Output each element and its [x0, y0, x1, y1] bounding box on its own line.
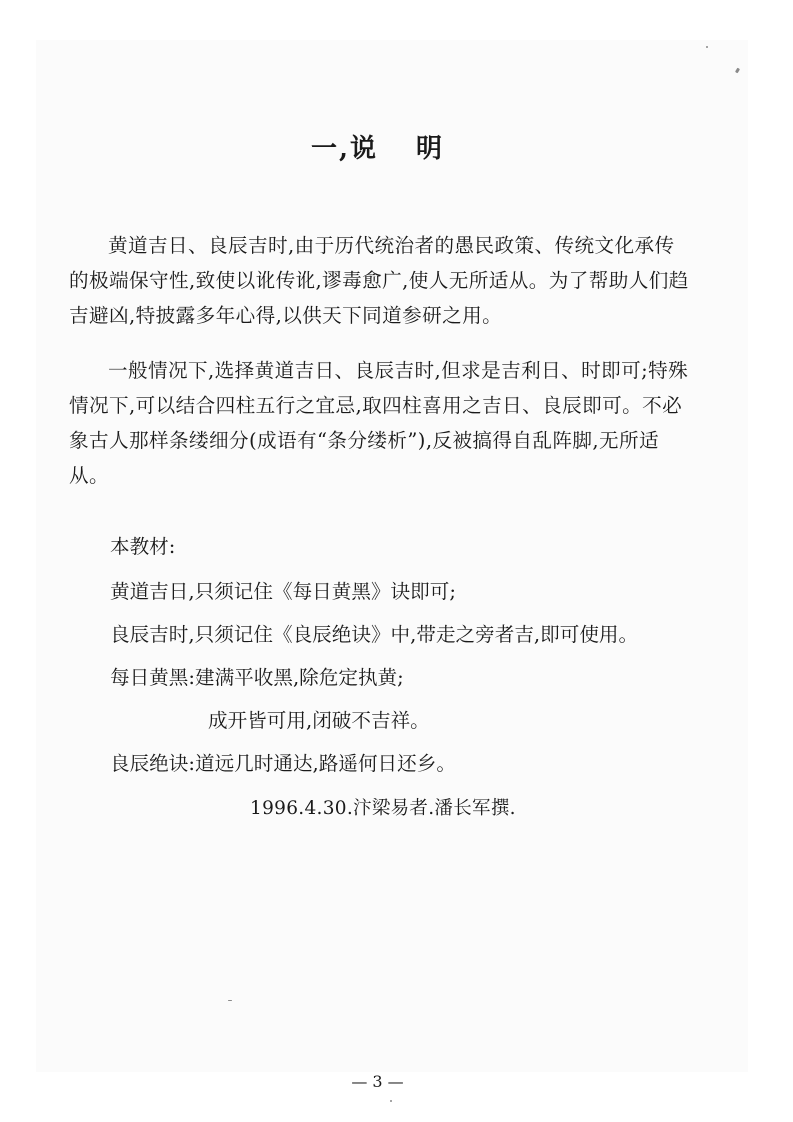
scan-speck — [390, 1100, 392, 1102]
scan-speck — [706, 46, 708, 48]
title-part-1: 一,说 — [310, 134, 379, 164]
page-number: — 3 — — [351, 1072, 404, 1091]
meiri-huanghei-line-2: 成开皆可用,闭破不吉祥。 — [208, 709, 430, 732]
scan-speck — [228, 1000, 232, 1001]
paragraph-2: 一般情况下,选择黄道吉日、良辰吉时,但求是吉利日、时即可;特殊情况下,可以结合四柱五行之宜忌,取四柱喜用之吉日、良辰即可。不必象古人那样条缕细分(成语有“条分缕析”),反被搞得自乱阵脚,无所适从。 — [69, 359, 689, 487]
page-title — [0, 128, 755, 165]
huangdao-line: 黄道吉日,只须记住《每日黄黑》诀即可; — [110, 580, 456, 603]
meiri-huanghei-line-1: 每日黄黑:建满平收黑,除危定执黄; — [110, 666, 404, 689]
title-part-2: 明 — [416, 134, 445, 164]
liangchen-jue-line: 良辰绝诀:道远几时通达,路遥何日还乡。 — [110, 752, 456, 775]
textbook-line: 本教材: — [110, 535, 176, 558]
liangchen-line: 良辰吉时,只须记住《良辰绝诀》中,带走之旁者吉,即可使用。 — [110, 623, 639, 646]
paragraph-1: 黄道吉日、良辰吉时,由于历代统治者的愚民政策、传统文化承传的极端保守性,致使以讹传讹,谬毒愈广,使人无所适从。为了帮助人们趋吉避凶,特披露多年心得,以供天下同道参研之用。 — [69, 234, 689, 327]
signature: 1996.4.30.汴梁易者.潘长军撰. — [250, 798, 516, 819]
